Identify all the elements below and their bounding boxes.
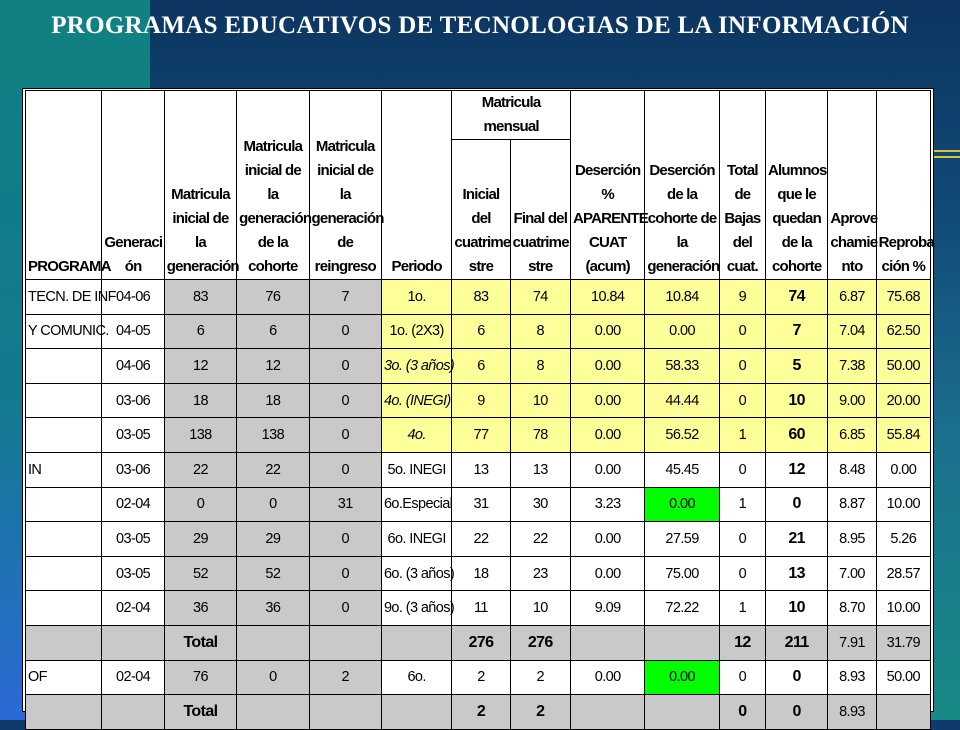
- cell-periodo: 6o. (3 años): [381, 556, 451, 591]
- cell-desercion-aparente: 0.00: [570, 556, 644, 591]
- cell-total-bajas: 0: [719, 314, 765, 349]
- cell-matricula-cohorte: 36: [237, 591, 309, 626]
- cell-final: 74: [510, 280, 570, 315]
- cell-periodo: 1o.: [381, 280, 451, 315]
- cell-programa: [26, 695, 102, 730]
- cell-alumnos-quedan: 0: [766, 660, 828, 695]
- cell-aprovechamiento: 8.93: [828, 695, 876, 730]
- cell-alumnos-quedan: 211: [766, 625, 828, 660]
- cell-desercion-aparente: 0.00: [570, 349, 644, 384]
- cell-total-bajas: 12: [719, 625, 765, 660]
- cell-desercion-cohorte: [645, 695, 719, 730]
- cell-reprobacion: [876, 695, 930, 730]
- cell-programa: [26, 349, 102, 384]
- cell-matricula-reingreso: 7: [309, 280, 381, 315]
- cell-matricula-reingreso: 2: [309, 660, 381, 695]
- cell-total-bajas: 0: [719, 695, 765, 730]
- cell-desercion-aparente: 10.84: [570, 280, 644, 315]
- cell-reprobacion: 20.00: [876, 383, 930, 418]
- cell-final: 23: [510, 556, 570, 591]
- cell-matricula-cohorte: 0: [237, 660, 309, 695]
- cell-desercion-cohorte: 0.00: [645, 314, 719, 349]
- cell-aprovechamiento: 6.87: [828, 280, 876, 315]
- cell-reprobacion: 0.00: [876, 452, 930, 487]
- cell-final: 22: [510, 522, 570, 557]
- cell-reprobacion: 10.00: [876, 591, 930, 626]
- cell-reprobacion: 75.68: [876, 280, 930, 315]
- header-matricula-reingreso: Matricula inicial de la generación de reingreso: [309, 91, 381, 280]
- cell-desercion-aparente: 9.09: [570, 591, 644, 626]
- cell-matricula-reingreso: [309, 625, 381, 660]
- cell-periodo: 3o. (3 años): [381, 349, 451, 384]
- cell-desercion-cohorte: 72.22: [645, 591, 719, 626]
- cell-alumnos-quedan: 10: [766, 383, 828, 418]
- cell-matricula-cohorte: 76: [237, 280, 309, 315]
- cell-total-bajas: 1: [719, 418, 765, 453]
- cell-matricula-reingreso: 0: [309, 591, 381, 626]
- cell-periodo: [381, 695, 451, 730]
- cell-alumnos-quedan: 0: [766, 695, 828, 730]
- cell-aprovechamiento: 7.04: [828, 314, 876, 349]
- header-matricula-cohorte: Matricula inicial de la generación de la cohorte: [237, 91, 309, 280]
- cell-generacion: 03-05: [102, 522, 164, 557]
- cell-total-bajas: 1: [719, 487, 765, 522]
- header-desercion-cohorte: Deserción de la cohorte de la generación: [645, 91, 719, 280]
- cell-desercion-cohorte: 58.33: [645, 349, 719, 384]
- cell-total-bajas: 0: [719, 349, 765, 384]
- cell-matricula-inicial: Total: [164, 625, 236, 660]
- cell-matricula-cohorte: 18: [237, 383, 309, 418]
- cell-inicial: 9: [452, 383, 510, 418]
- table-row: [26, 383, 931, 418]
- cell-inicial: 83: [452, 280, 510, 315]
- cell-generacion: 04-06: [102, 349, 164, 384]
- cell-programa: [26, 487, 102, 522]
- cell-programa: [26, 625, 102, 660]
- cell-matricula-reingreso: 0: [309, 452, 381, 487]
- cell-matricula-cohorte: 138: [237, 418, 309, 453]
- cell-matricula-inicial: 36: [164, 591, 236, 626]
- table-row: [26, 487, 931, 522]
- cell-matricula-reingreso: 31: [309, 487, 381, 522]
- cell-final: 8: [510, 349, 570, 384]
- table-row: [26, 522, 931, 557]
- cell-matricula-reingreso: 0: [309, 349, 381, 384]
- cell-alumnos-quedan: 7: [766, 314, 828, 349]
- decorative-line: [932, 156, 960, 158]
- cell-generacion: [102, 695, 164, 730]
- cell-reprobacion: 28.57: [876, 556, 930, 591]
- cell-alumnos-quedan: 74: [766, 280, 828, 315]
- cell-aprovechamiento: 7.00: [828, 556, 876, 591]
- cell-final: 2: [510, 660, 570, 695]
- cell-desercion-aparente: 0.00: [570, 660, 644, 695]
- cell-alumnos-quedan: 5: [766, 349, 828, 384]
- cell-final: 276: [510, 625, 570, 660]
- cell-reprobacion: 10.00: [876, 487, 930, 522]
- cell-matricula-inicial: 18: [164, 383, 236, 418]
- header-reprobacion: Reproba ción %: [876, 91, 930, 280]
- cell-final: 30: [510, 487, 570, 522]
- table-row: [26, 349, 931, 384]
- cell-aprovechamiento: 8.93: [828, 660, 876, 695]
- header-aprovechamiento: Aprove chamie nto: [828, 91, 876, 280]
- header-alumnos-quedan: Alumnos que le quedan de la cohorte: [766, 91, 828, 280]
- cell-desercion-aparente: 0.00: [570, 314, 644, 349]
- cell-matricula-inicial: Total: [164, 695, 236, 730]
- cell-total-bajas: 0: [719, 522, 765, 557]
- cell-desercion-cohorte: 0.00: [645, 487, 719, 522]
- cell-matricula-reingreso: 0: [309, 383, 381, 418]
- cell-reprobacion: 50.00: [876, 349, 930, 384]
- cell-final: 78: [510, 418, 570, 453]
- cell-inicial: 22: [452, 522, 510, 557]
- cell-alumnos-quedan: 21: [766, 522, 828, 557]
- cell-alumnos-quedan: 60: [766, 418, 828, 453]
- cell-generacion: 03-06: [102, 383, 164, 418]
- cell-aprovechamiento: 9.00: [828, 383, 876, 418]
- cell-desercion-cohorte: 56.52: [645, 418, 719, 453]
- cell-periodo: 5o. INEGI: [381, 452, 451, 487]
- cell-matricula-inicial: 83: [164, 280, 236, 315]
- cell-matricula-reingreso: [309, 695, 381, 730]
- cell-desercion-aparente: 0.00: [570, 418, 644, 453]
- cell-desercion-aparente: [570, 695, 644, 730]
- table-row: [26, 280, 931, 315]
- cell-alumnos-quedan: 13: [766, 556, 828, 591]
- cell-programa: Y COMUNIC.: [26, 314, 102, 349]
- cell-desercion-aparente: 0.00: [570, 522, 644, 557]
- header-programa: PROGRAMA: [26, 91, 102, 280]
- cell-reprobacion: 50.00: [876, 660, 930, 695]
- table-row: [26, 452, 931, 487]
- cell-matricula-inicial: 29: [164, 522, 236, 557]
- cell-desercion-cohorte: [645, 625, 719, 660]
- spreadsheet: [22, 88, 934, 720]
- cell-matricula-reingreso: 0: [309, 522, 381, 557]
- cell-periodo: 4o.: [381, 418, 451, 453]
- cell-matricula-cohorte: 12: [237, 349, 309, 384]
- cell-desercion-cohorte: 75.00: [645, 556, 719, 591]
- cell-reprobacion: 5.26: [876, 522, 930, 557]
- cell-matricula-cohorte: 22: [237, 452, 309, 487]
- cell-aprovechamiento: 8.95: [828, 522, 876, 557]
- header-final: Final del cuatrime stre: [510, 140, 570, 280]
- header-matricula-mensual: Matricula mensual: [452, 91, 571, 140]
- cell-matricula-cohorte: 52: [237, 556, 309, 591]
- cell-matricula-inicial: 12: [164, 349, 236, 384]
- cell-total-bajas: 0: [719, 383, 765, 418]
- cell-aprovechamiento: 6.85: [828, 418, 876, 453]
- cell-inicial: 2: [452, 660, 510, 695]
- data-table: [25, 90, 934, 730]
- cell-inicial: 18: [452, 556, 510, 591]
- cell-inicial: 6: [452, 314, 510, 349]
- cell-programa: [26, 522, 102, 557]
- cell-desercion-cohorte: 45.45: [645, 452, 719, 487]
- cell-programa: OF: [26, 660, 102, 695]
- cell-total-bajas: 0: [719, 452, 765, 487]
- cell-inicial: 276: [452, 625, 510, 660]
- cell-final: 13: [510, 452, 570, 487]
- cell-matricula-reingreso: 0: [309, 556, 381, 591]
- slide-title: PROGRAMAS EDUCATIVOS DE TECNOLOGIAS DE LA INFORMACIÓN: [51, 12, 909, 39]
- cell-total-bajas: 0: [719, 556, 765, 591]
- cell-periodo: 4o. (INEGI): [381, 383, 451, 418]
- cell-inicial: 2: [452, 695, 510, 730]
- table-row: [26, 418, 931, 453]
- cell-matricula-cohorte: 29: [237, 522, 309, 557]
- total-row: [26, 625, 931, 660]
- cell-matricula-inicial: 6: [164, 314, 236, 349]
- cell-reprobacion: 55.84: [876, 418, 930, 453]
- header-total-bajas: Total de Bajas del cuat.: [719, 91, 765, 280]
- cell-matricula-cohorte: [237, 695, 309, 730]
- table-row: [26, 556, 931, 591]
- cell-matricula-cohorte: [237, 625, 309, 660]
- cell-desercion-cohorte: 10.84: [645, 280, 719, 315]
- cell-aprovechamiento: 8.48: [828, 452, 876, 487]
- cell-desercion-cohorte: 27.59: [645, 522, 719, 557]
- cell-desercion-aparente: 3.23: [570, 487, 644, 522]
- cell-programa: IN: [26, 452, 102, 487]
- cell-periodo: [381, 625, 451, 660]
- cell-generacion: 03-05: [102, 418, 164, 453]
- cell-inicial: 11: [452, 591, 510, 626]
- cell-periodo: 6o.: [381, 660, 451, 695]
- cell-reprobacion: 31.79: [876, 625, 930, 660]
- cell-inicial: 77: [452, 418, 510, 453]
- cell-alumnos-quedan: 10: [766, 591, 828, 626]
- cell-programa: TECN. DE INF: [26, 280, 102, 315]
- table-row: [26, 660, 931, 695]
- cell-aprovechamiento: 7.38: [828, 349, 876, 384]
- header-generacion: Generaci ón: [102, 91, 164, 280]
- header-periodo: Periodo: [381, 91, 451, 280]
- cell-periodo: 6o. INEGI: [381, 522, 451, 557]
- header-desercion-aparente: Deserción % APARENTE CUAT (acum): [570, 91, 644, 280]
- cell-periodo: 1o. (2X3): [381, 314, 451, 349]
- header-inicial: Inicial del cuatrime stre: [452, 140, 510, 280]
- decorative-line: [932, 150, 960, 152]
- cell-programa: [26, 556, 102, 591]
- cell-programa: [26, 591, 102, 626]
- cell-total-bajas: 1: [719, 591, 765, 626]
- cell-programa: [26, 383, 102, 418]
- cell-final: 8: [510, 314, 570, 349]
- cell-matricula-inicial: 22: [164, 452, 236, 487]
- cell-periodo: 6o.Especial: [381, 487, 451, 522]
- cell-generacion: 03-06: [102, 452, 164, 487]
- cell-programa: [26, 418, 102, 453]
- cell-desercion-cohorte: 44.44: [645, 383, 719, 418]
- cell-total-bajas: 0: [719, 660, 765, 695]
- cell-matricula-reingreso: 0: [309, 418, 381, 453]
- cell-generacion: 04-06: [102, 280, 164, 315]
- cell-inicial: 6: [452, 349, 510, 384]
- cell-inicial: 31: [452, 487, 510, 522]
- cell-generacion: 04-05: [102, 314, 164, 349]
- cell-alumnos-quedan: 0: [766, 487, 828, 522]
- table-row: [26, 591, 931, 626]
- cell-final: 10: [510, 383, 570, 418]
- cell-final: 2: [510, 695, 570, 730]
- total-row: [26, 695, 931, 730]
- cell-matricula-cohorte: 0: [237, 487, 309, 522]
- cell-matricula-cohorte: 6: [237, 314, 309, 349]
- cell-aprovechamiento: 8.87: [828, 487, 876, 522]
- cell-reprobacion: 62.50: [876, 314, 930, 349]
- cell-matricula-inicial: 138: [164, 418, 236, 453]
- cell-generacion: 02-04: [102, 487, 164, 522]
- cell-matricula-inicial: 52: [164, 556, 236, 591]
- cell-matricula-inicial: 0: [164, 487, 236, 522]
- cell-final: 10: [510, 591, 570, 626]
- cell-generacion: [102, 625, 164, 660]
- cell-aprovechamiento: 7.91: [828, 625, 876, 660]
- cell-generacion: 03-05: [102, 556, 164, 591]
- cell-desercion-cohorte: 0.00: [645, 660, 719, 695]
- cell-periodo: 9o. (3 años): [381, 591, 451, 626]
- cell-generacion: 02-04: [102, 591, 164, 626]
- cell-matricula-inicial: 76: [164, 660, 236, 695]
- cell-alumnos-quedan: 12: [766, 452, 828, 487]
- header-matricula-inicial: Matricula inicial de la generación: [164, 91, 236, 280]
- cell-inicial: 13: [452, 452, 510, 487]
- cell-desercion-aparente: 0.00: [570, 452, 644, 487]
- table-row: [26, 314, 931, 349]
- cell-matricula-reingreso: 0: [309, 314, 381, 349]
- cell-desercion-aparente: [570, 625, 644, 660]
- cell-total-bajas: 9: [719, 280, 765, 315]
- cell-aprovechamiento: 8.70: [828, 591, 876, 626]
- cell-desercion-aparente: 0.00: [570, 383, 644, 418]
- cell-generacion: 02-04: [102, 660, 164, 695]
